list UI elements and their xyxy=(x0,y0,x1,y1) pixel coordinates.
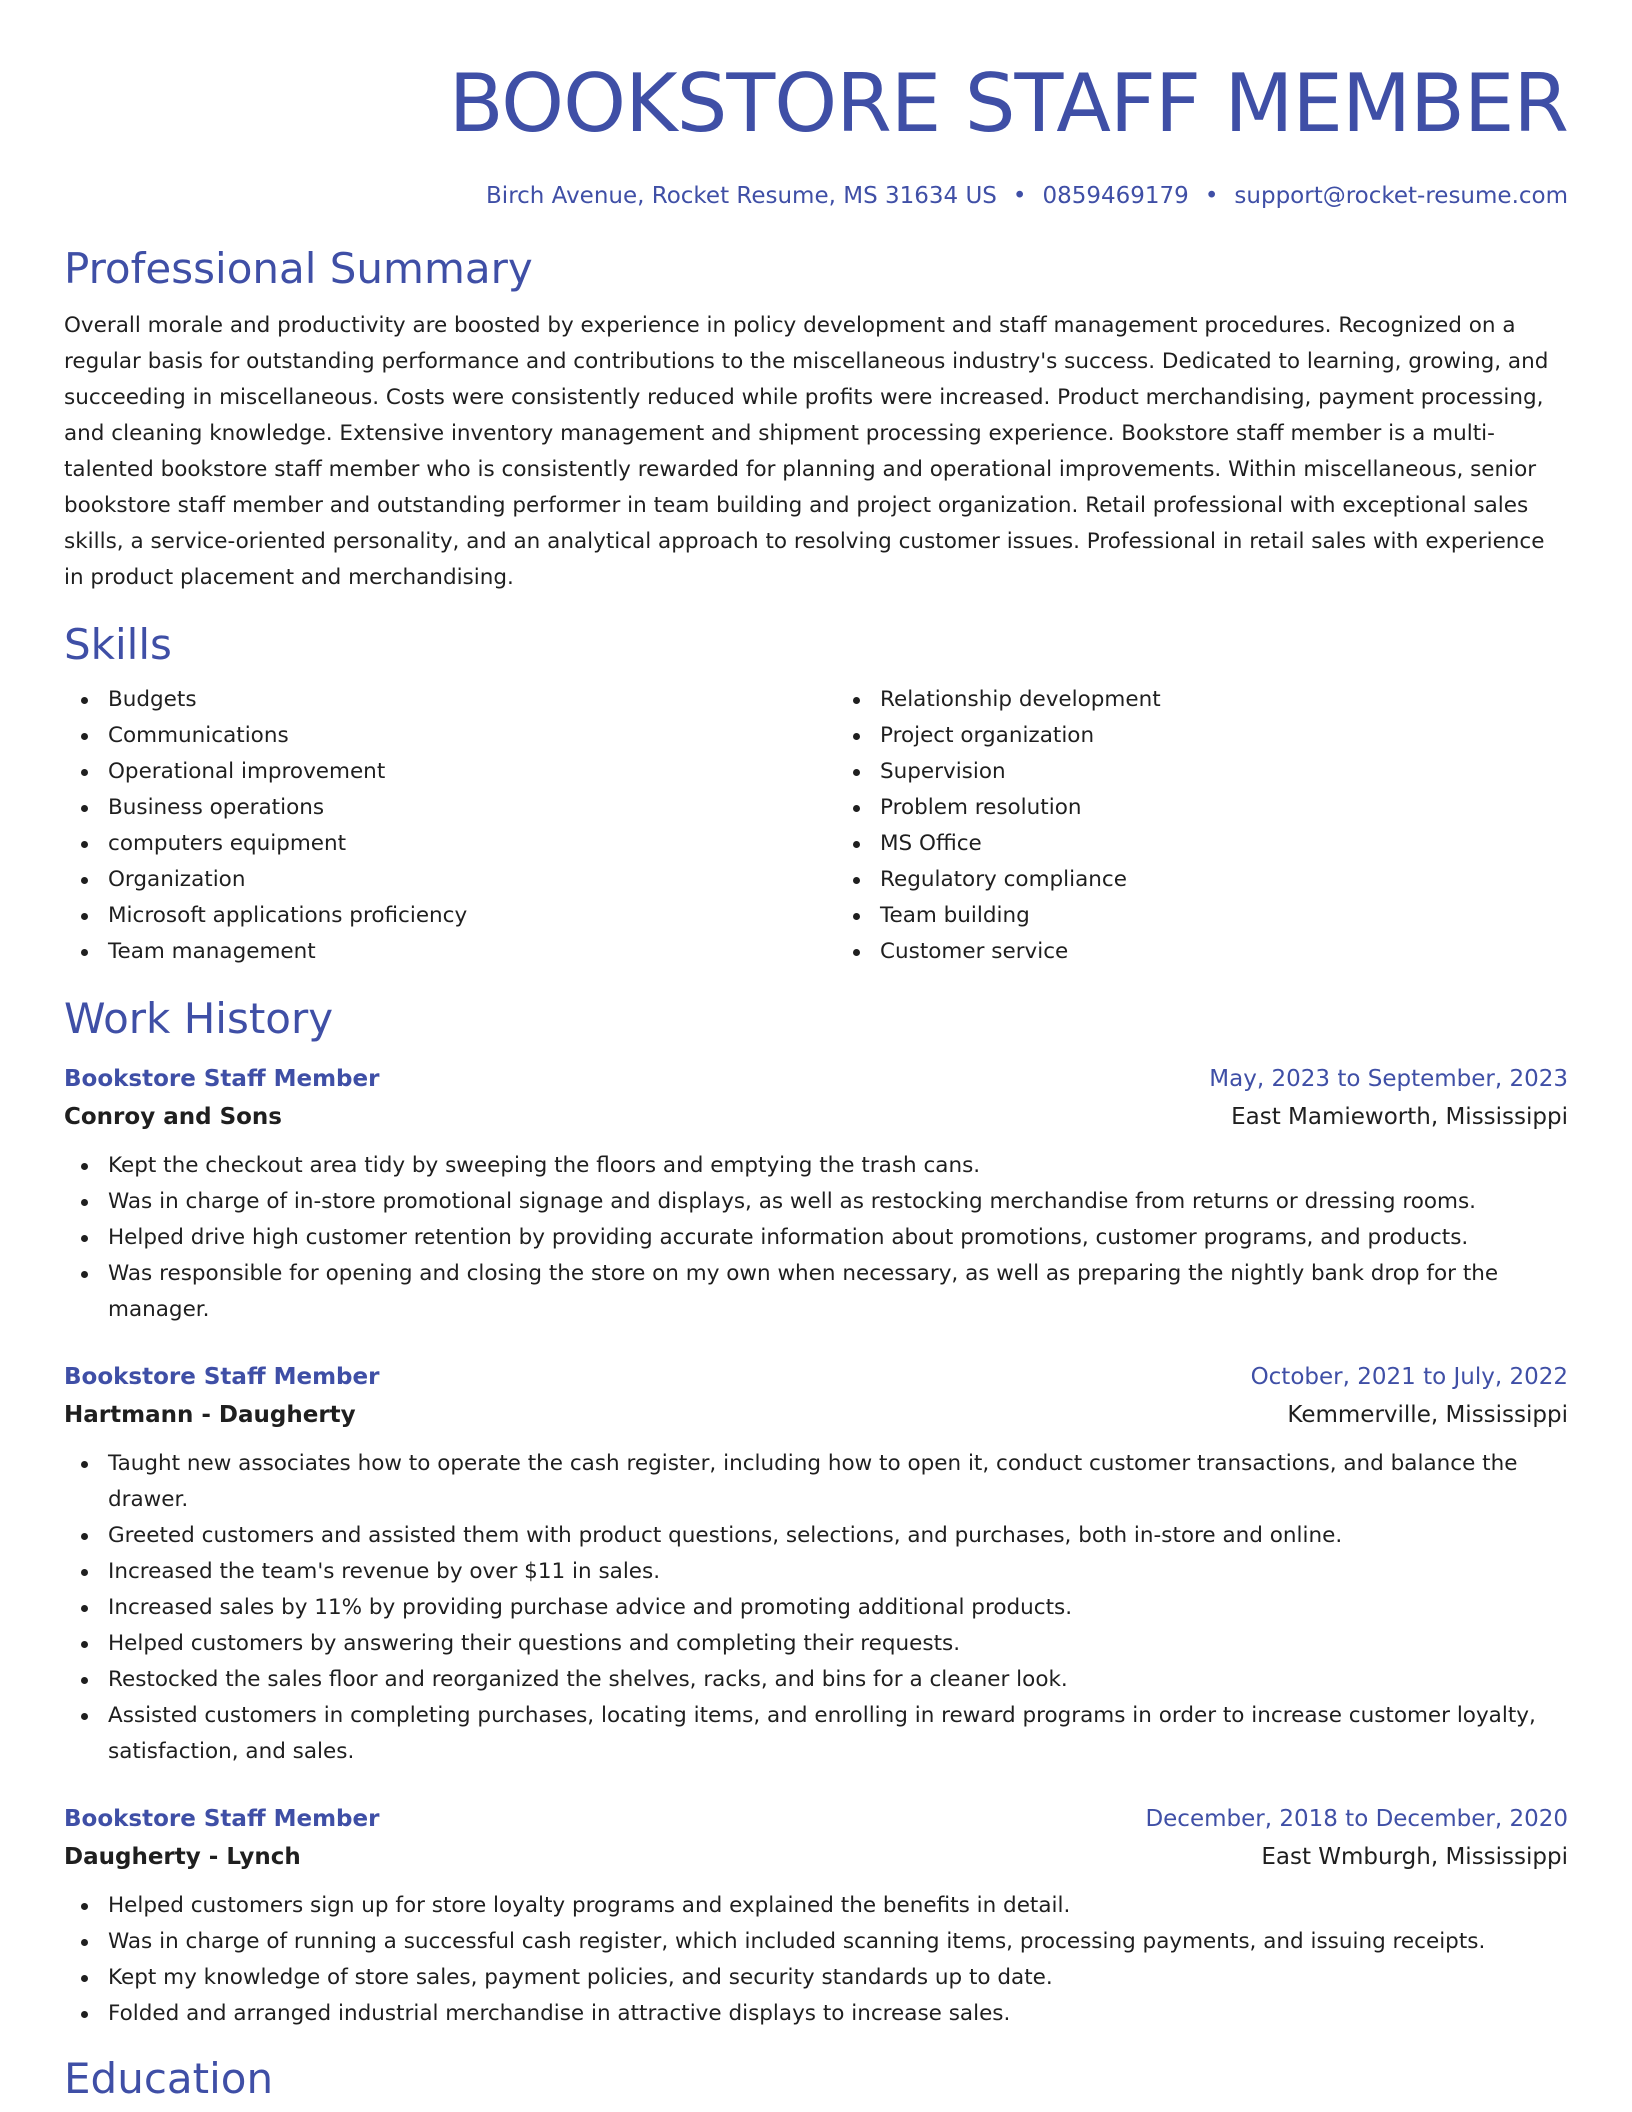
job-company-row xyxy=(64,1396,1568,1434)
skill-item: Operational improvement xyxy=(64,754,796,790)
job-location: East Mamieworth, Mississippi xyxy=(1231,1104,1568,1130)
job-location: Kemmerville, Mississippi xyxy=(1287,1402,1568,1428)
job-duty-item: Kept my knowledge of store sales, payment policies, and security standards up to date. xyxy=(64,1960,1568,1996)
job-company: Hartmann - Daugherty xyxy=(64,1402,356,1428)
contact-email[interactable]: support@rocket-resume.com xyxy=(1234,183,1568,209)
job-entry xyxy=(64,1060,1568,1328)
skill-item: Relationship development xyxy=(836,682,1568,718)
skill-item: Communications xyxy=(64,718,796,754)
skill-item: computers equipment xyxy=(64,826,796,862)
skills-grid xyxy=(64,682,1568,970)
job-duty-item: Was responsible for opening and closing the store on my own when necessary, as well as preparing the nightly bank drop for the manager. xyxy=(64,1256,1568,1328)
job-duty-item: Restocked the sales floor and reorganized the shelves, racks, and bins for a cleaner look. xyxy=(64,1662,1568,1698)
summary-text: Overall morale and productivity are boosted by experience in policy development and staff management procedures. Recognized on a regular basis for outstanding performance and contributions to the miscellaneous industry's success. Dedicated to learning, growing, and succeeding in miscellaneous. Costs were consistently reduced while profits were increased. Product merchandising, payment processing, and cleaning knowledge. Extensive inventory management and shipment processing experience. Bookstore staff member is a multi-talented bookstore staff member who is consistently rewarded for planning and operational improvements. Within miscellaneous, senior bookstore staff member and outstanding performer in team building and project organization. Retail professional with exceptional sales skills, a service-oriented personality, and an analytical approach to resolving customer issues. Professional in retail sales with experience in product placement and merchandising. xyxy=(64,313,1549,590)
section-heading-summary: Professional Summary xyxy=(64,244,533,293)
contact-separator: • xyxy=(1204,183,1219,209)
job-dates: October, 2021 to July, 2022 xyxy=(1250,1364,1568,1390)
job-entry xyxy=(64,1358,1568,1770)
section-heading-education: Education xyxy=(64,2054,274,2103)
skill-item: Budgets xyxy=(64,682,796,718)
job-duties-list xyxy=(64,1446,1568,1770)
education-section xyxy=(64,2052,1568,2106)
job-duty-item: Helped customers sign up for store loyalty programs and explained the benefits in detail. xyxy=(64,1888,1568,1924)
skill-item: Organization xyxy=(64,862,796,898)
job-duty-item: Was in charge of in-store promotional signage and displays, as well as restocking merchandise from returns or dressing rooms. xyxy=(64,1184,1568,1220)
job-duty-item: Taught new associates how to operate the cash register, including how to open it, conduct customer transactions, and balance the drawer. xyxy=(64,1446,1568,1518)
job-company: Conroy and Sons xyxy=(64,1104,282,1130)
skill-item: Customer service xyxy=(836,934,1568,970)
job-duty-item: Greeted customers and assisted them with product questions, selections, and purchases, both in-store and online. xyxy=(64,1518,1568,1554)
job-duty-item: Helped drive high customer retention by providing accurate information about promotions, customer programs, and products. xyxy=(64,1220,1568,1256)
job-duty-item: Increased the team's revenue by over $11 in sales. xyxy=(64,1554,1568,1590)
skill-item: Team management xyxy=(64,934,796,970)
job-duty-item: Assisted customers in completing purchases, locating items, and enrolling in reward programs in order to increase customer loyalty, satisfaction, and sales. xyxy=(64,1698,1568,1770)
skill-item: Problem resolution xyxy=(836,790,1568,826)
contact-address: Birch Avenue, Rocket Resume, MS 31634 US xyxy=(486,183,997,209)
job-duties-list xyxy=(64,1148,1568,1328)
resume-header xyxy=(64,56,1568,212)
skill-item: Business operations xyxy=(64,790,796,826)
skill-item: Microsoft applications proficiency xyxy=(64,898,796,934)
job-list xyxy=(64,1060,1568,2032)
section-heading-skills: Skills xyxy=(64,620,172,669)
job-entry xyxy=(64,1800,1568,2032)
job-duty-item: Increased sales by 11% by providing purchase advice and promoting additional products. xyxy=(64,1590,1568,1626)
job-title: Bookstore Staff Member xyxy=(64,1364,380,1390)
job-duties-list xyxy=(64,1888,1568,2032)
skill-item: Supervision xyxy=(836,754,1568,790)
job-title: Bookstore Staff Member xyxy=(64,1066,380,1092)
job-title: Bookstore Staff Member xyxy=(64,1806,380,1832)
skill-item: Regulatory compliance xyxy=(836,862,1568,898)
job-title-row xyxy=(64,1800,1568,1838)
skills-list-left xyxy=(64,682,796,970)
job-duty-item: Kept the checkout area tidy by sweeping the floors and emptying the trash cans. xyxy=(64,1148,1568,1184)
skills-list-right xyxy=(836,682,1568,970)
contact-line xyxy=(64,180,1568,212)
job-location: East Wmburgh, Mississippi xyxy=(1261,1844,1568,1870)
skill-item: MS Office xyxy=(836,826,1568,862)
professional-summary-section xyxy=(64,242,1568,596)
job-duty-item: Was in charge of running a successful cash register, which included scanning items, processing payments, and issuing receipts. xyxy=(64,1924,1568,1960)
job-company: Daugherty - Lynch xyxy=(64,1844,301,1870)
skill-item: Team building xyxy=(836,898,1568,934)
page-title: BOOKSTORE STAFF MEMBER xyxy=(448,57,1568,150)
job-dates: December, 2018 to December, 2020 xyxy=(1145,1806,1568,1832)
work-history-section xyxy=(64,992,1568,2032)
job-dates: May, 2023 to September, 2023 xyxy=(1209,1066,1568,1092)
contact-phone: 0859469179 xyxy=(1042,183,1189,209)
job-title-row xyxy=(64,1060,1568,1098)
skill-item: Project organization xyxy=(836,718,1568,754)
job-duty-item: Helped customers by answering their questions and completing their requests. xyxy=(64,1626,1568,1662)
job-company-row xyxy=(64,1098,1568,1136)
job-duty-item: Folded and arranged industrial merchandise in attractive displays to increase sales. xyxy=(64,1996,1568,2032)
section-heading-work-history: Work History xyxy=(64,994,334,1043)
job-title-row xyxy=(64,1358,1568,1396)
contact-separator: • xyxy=(1012,183,1027,209)
job-company-row xyxy=(64,1838,1568,1876)
skills-section xyxy=(64,618,1568,970)
